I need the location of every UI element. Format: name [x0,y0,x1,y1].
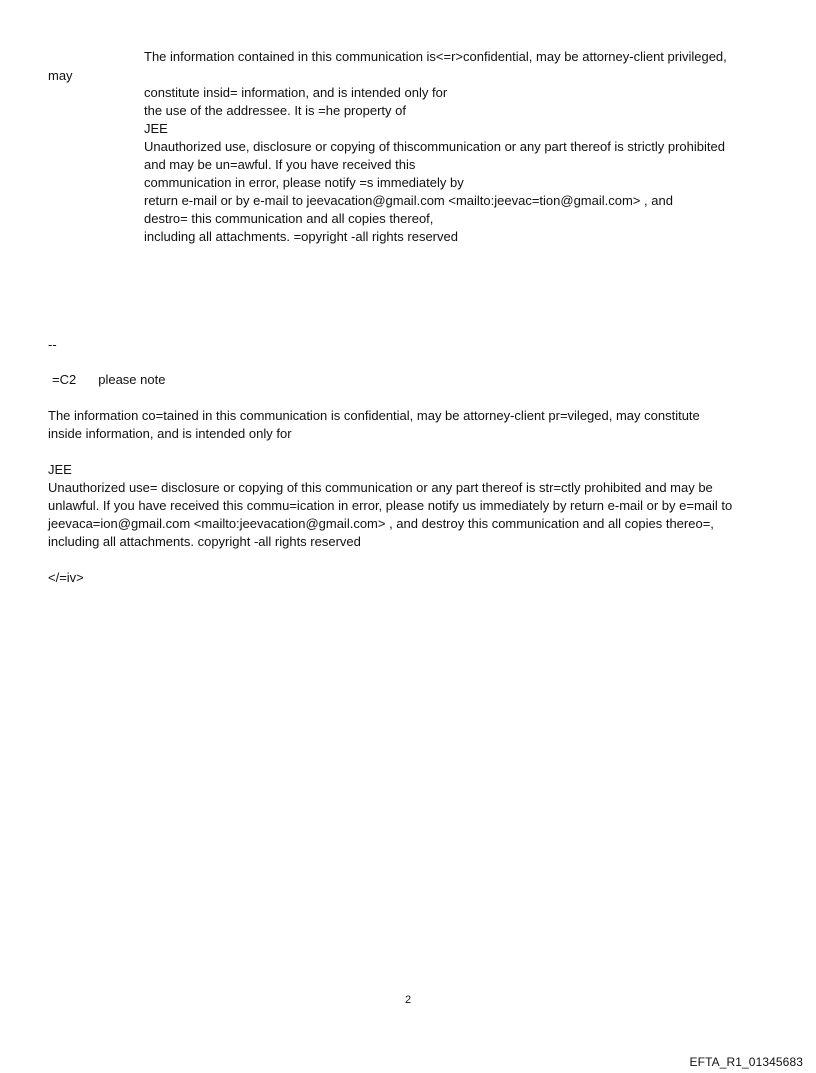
disclaimer-indented-line-9: return e-mail or by e-mail to jeevacation@gmail.com <mailto:jeevac=tion@gmail.com> , and [144,193,673,208]
disclaimer-indented-line-1: The information contained in this communication is<=r>confidential, may be attorney-client privileged, [144,49,727,64]
page-number: 2 [404,994,412,1006]
closing-tag-text: </=iv> [48,570,84,585]
disclaimer-indented-line-10: destro= this communication and all copies thereof, [144,211,434,226]
disclaimer-indented-line-5: JEE [144,121,168,136]
disclaimer-block-line-6: jeevaca=ion@gmail.com <mailto:jeevacation@gmail.com> , and destroy this communication and all copies thereo=, [48,516,714,531]
note-prefix: =C2 [52,372,77,387]
document-id: EFTA_R1_01345683 [689,1055,803,1069]
disclaimer-indented-line-3: constitute insid= information, and is intended only for [144,85,448,100]
signature-separator: -- [48,337,57,352]
disclaimer-indented-line-6: Unauthorized use, disclosure or copying of thiscommunication or any part thereof is strictly prohibited [144,139,725,154]
disclaimer-indented-line-7: and may be un=awful. If you have received this [144,157,416,172]
disclaimer-block-line-1: The information co=tained in this communication is confidential, may be attorney-client pr=vileged, may constitute [48,408,700,423]
disclaimer-block-line-4: Unauthorized use= disclosure or copying of this communication or any part thereof is str=ctly prohibited and may be [48,480,713,495]
disclaimer-indented-line-8: communication in error, please notify =s immediately by [144,175,464,190]
disclaimer-block-line-7: including all attachments. copyright -all rights reserved [48,534,361,549]
note-text: please note [98,372,166,387]
disclaimer-block-line-5: unlawful. If you have received this commu=ication in error, please notify us immediately by return e-mail or by e=mail to [48,498,733,513]
disclaimer-block-line-3: JEE [48,462,72,477]
disclaimer-indented-line-11: including all attachments. =opyright -all rights reserved [144,229,458,244]
note-line [52,371,165,389]
disclaimer-block-line-2: inside information, and is intended only for [48,426,292,441]
disclaimer-indented-line-4: the use of the addressee. It is =he property of [144,103,406,118]
disclaimer-indented-line-2: may [48,68,73,83]
